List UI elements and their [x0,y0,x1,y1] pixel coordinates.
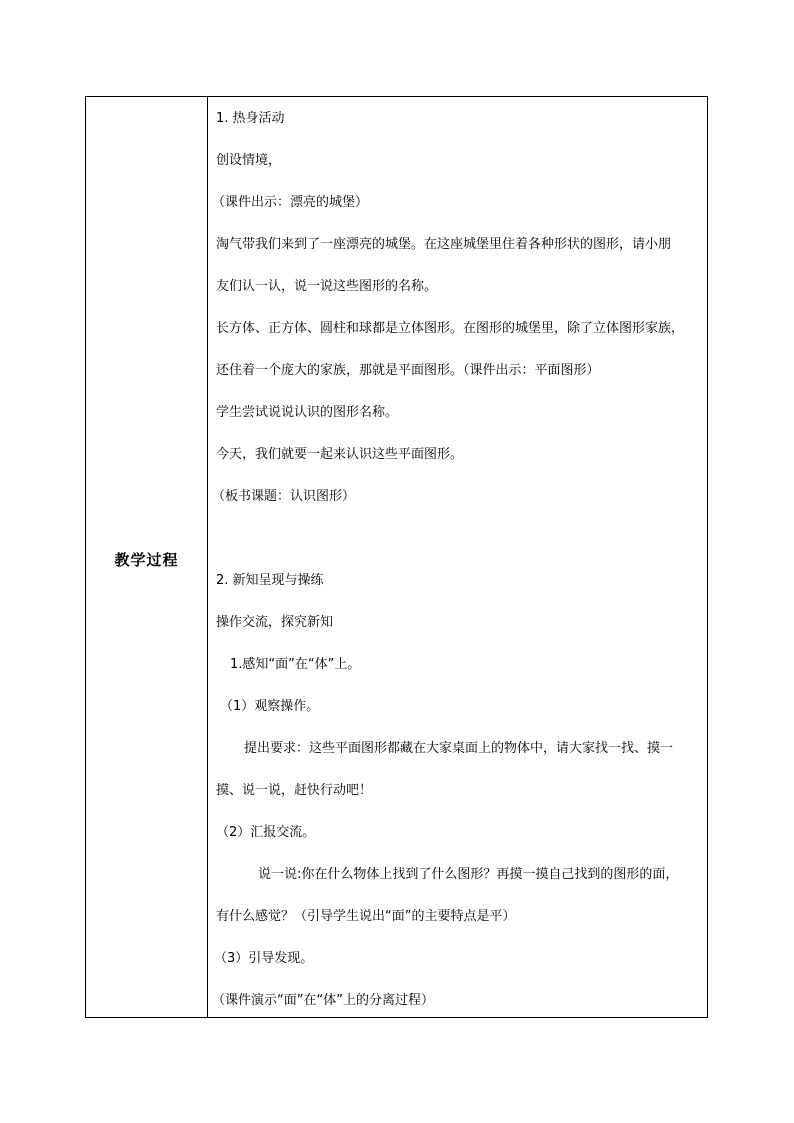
section-label-cell [86,97,208,1017]
text-line: （1）观察操作。 [220,699,320,714]
text-line: 操作交流，探究新知 [216,615,334,630]
text-line: （课件演示“面”在“体”上的分离过程） [212,993,434,1008]
text-line: （课件出示：漂亮的城堡） [212,195,369,210]
new-knowledge-heading: 2. 新知呈现与操练 [216,573,324,588]
section-label: 教学过程 [114,551,179,569]
text-line: （3）引导发现。 [214,951,314,966]
text-line: 创设情境， [216,153,282,168]
text-line: 摸、说一说，赶快行动吧！ [216,783,373,798]
text-line: 1.感知“面”在“体”上。 [230,657,361,672]
text-line: 有什么感觉？（引导学生说出“面”的主要特点是平） [216,909,516,924]
text-line: 淘气带我们来到了一座漂亮的城堡。在这座城堡里住着各种形状的图形，请小朋 [216,237,672,252]
text-line: 友们认一认，说一说这些图形的名称。 [216,279,438,294]
text-line: （板书课题：认识图形） [212,489,356,504]
text-line: 学生尝试说说认识的图形名称。 [216,405,399,420]
lesson-table [85,96,708,1018]
content-cell [208,97,707,1017]
text-line: 提出要求：这些平面图形都藏在大家桌面上的物体中，请大家找一找、摸一 [244,741,674,756]
warmup-heading: 1. 热身活动 [216,111,285,126]
text-line: 还住着一个庞大的家族，那就是平面图形。（课件出示：平面图形） [216,363,600,378]
text-line: 长方体、正方体、圆柱和球都是立体图形。在图形的城堡里，除了立体图形家族， [216,321,685,336]
text-line: 今天，我们就要一起来认识这些平面图形。 [216,447,464,462]
text-line: 说一说:你在什么物体上找到了什么图形？再摸一摸自己找到的图形的面， [258,867,679,882]
text-line: （2）汇报交流。 [216,825,316,840]
